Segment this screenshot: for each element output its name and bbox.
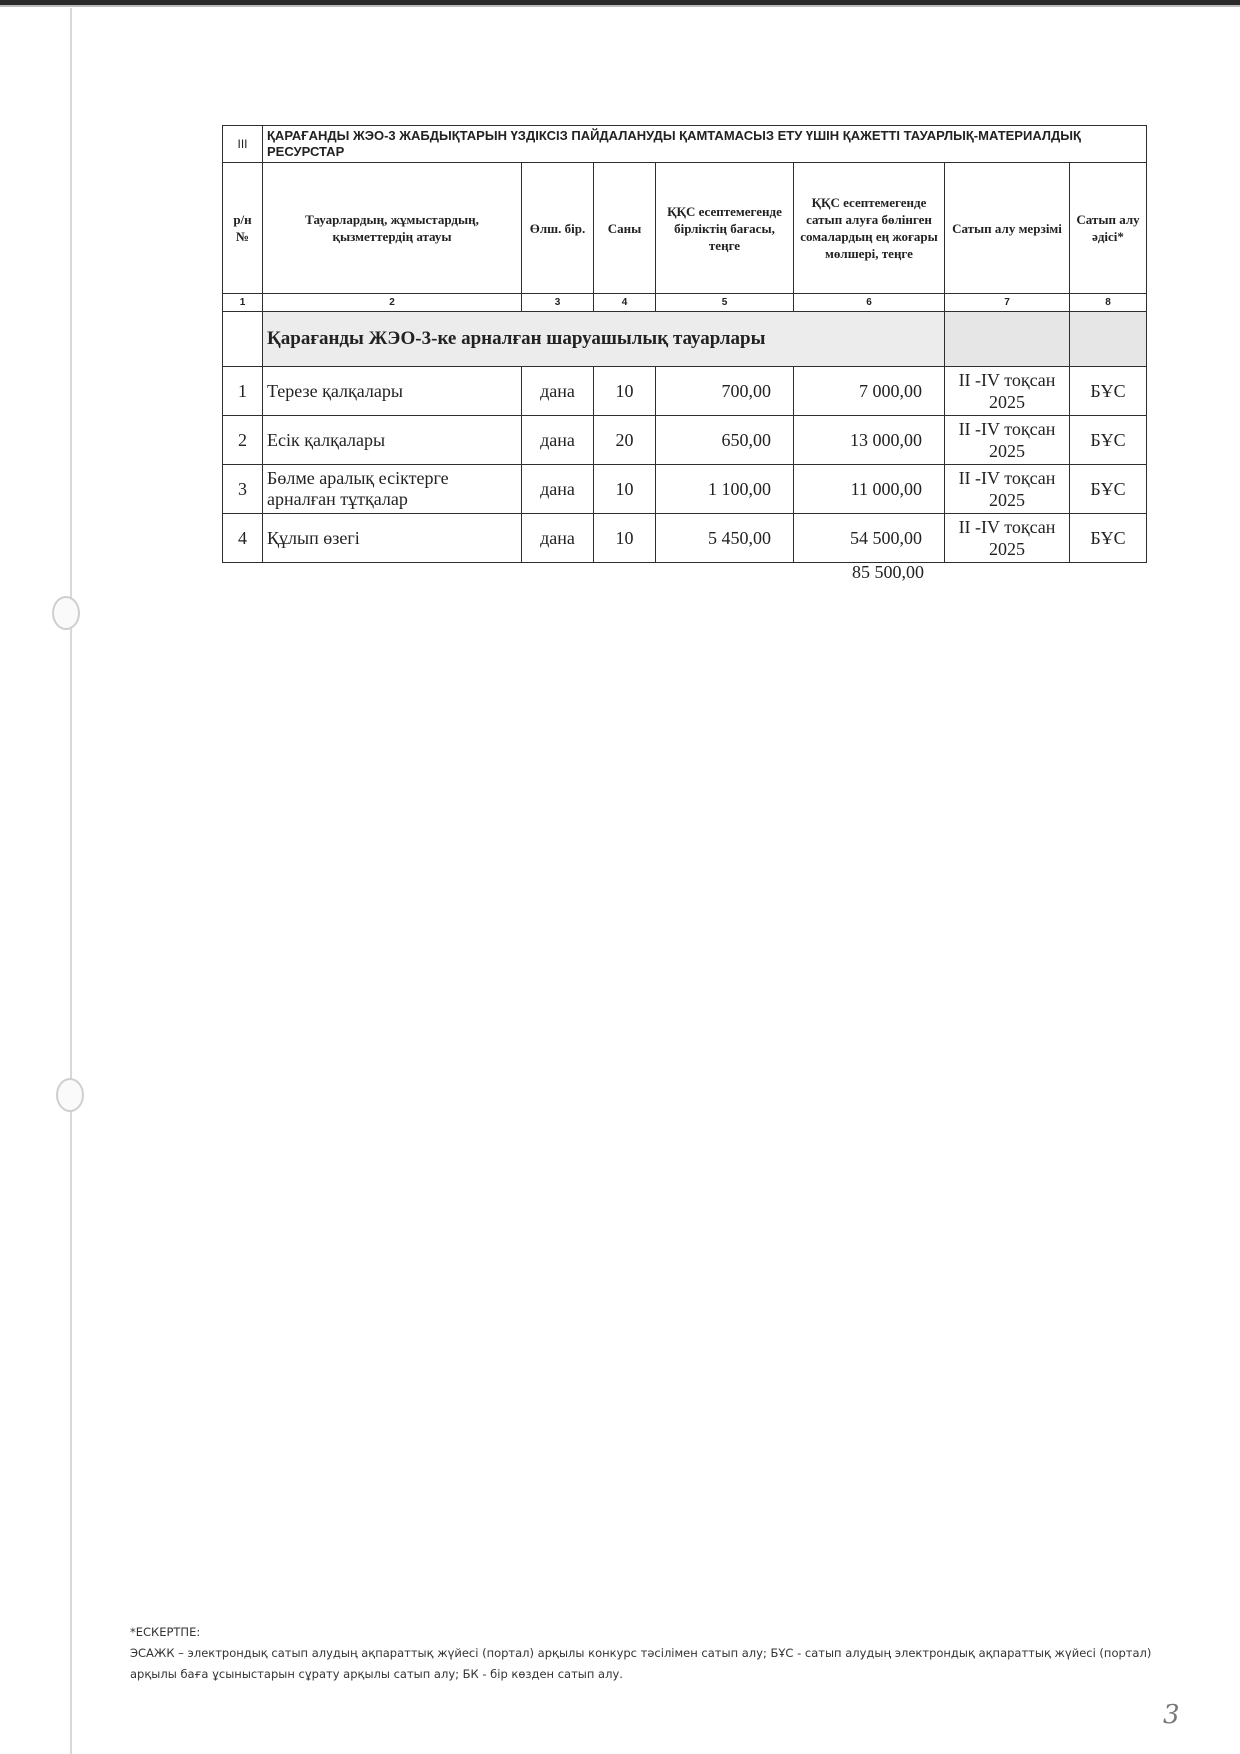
item-qty: 10 [594,514,656,563]
col-header-method: Сатып алу әдісі* [1070,163,1147,294]
term-period: II -IV тоқсан [958,517,1056,537]
column-header-row [223,163,1147,294]
item-term [945,416,1070,465]
term-year: 2025 [989,539,1025,559]
col-header-price: ҚҚС есептемегенде бірліктің бағасы, теңге [656,163,794,294]
col-number: 1 [223,294,263,312]
category-title: Қарағанды ЖЭО-3-ке арналған шаруашылық тауарлары [263,312,945,367]
item-unit: дана [522,514,594,563]
scan-edge-shadow [0,5,1240,7]
footnote-label: *ЕСКЕРТПЕ: [130,1625,201,1639]
item-qty: 10 [594,367,656,416]
item-total: 11 000,00 [794,465,945,514]
table-row [223,416,1147,465]
col-number: 7 [945,294,1070,312]
procurement-table [222,125,1147,563]
col-number: 6 [794,294,945,312]
item-term [945,514,1070,563]
table-row [223,367,1147,416]
item-qty: 10 [594,465,656,514]
item-unit: дана [522,465,594,514]
category-row [223,312,1147,367]
row-number: 1 [223,367,263,416]
item-total: 7 000,00 [794,367,945,416]
item-term [945,367,1070,416]
row-number: 3 [223,465,263,514]
footnote-text: ЭСАЖК – электрондық сатып алудың ақпараттық жүйесі (портал) арқылы конкурс тәсілімен сатып алу; БҰС - сатып алудың электрондық ақпараттық жүйесі (портал) арқылы баға ұсыныстарын сұрату арқылы сатып алу; БК - бір көзден сатып алу. [130,1646,1152,1681]
section-title: ҚАРАҒАНДЫ ЖЭО-3 ЖАБДЫҚТАРЫН ҮЗДІКСІЗ ПАЙДАЛАНУДЫ ҚАМТАМАСЫЗ ЕТУ ҮШІН ҚАЖЕТТІ ТАУАРЛЫҚ-МАТЕРИАЛДЫҚ РЕСУРСТАР [263,126,1147,163]
col-number: 3 [522,294,594,312]
col-header-name: Тауарлардың, жұмыстардың, қызметтердің атауы [263,163,522,294]
column-number-row [223,294,1147,312]
page-number: 3 [1163,1700,1180,1730]
table-row [223,514,1147,563]
footnote [130,1622,1190,1685]
grand-total: 85 500,00 [852,562,924,582]
section-number: III [223,126,263,163]
row-number: 4 [223,514,263,563]
col-header-number: р/н № [223,163,263,294]
col-header-unit: Өлш. бір. [522,163,594,294]
item-name: Есік қалқалары [263,416,522,465]
item-price: 650,00 [656,416,794,465]
col-number: 8 [1070,294,1147,312]
term-year: 2025 [989,392,1025,412]
item-term [945,465,1070,514]
item-method: БҰС [1070,514,1147,563]
punch-hole-icon [56,1078,84,1112]
item-unit: дана [522,367,594,416]
table-row [223,465,1147,514]
col-header-term: Сатып алу мерзімі [945,163,1070,294]
item-name: Құлып өзегі [263,514,522,563]
col-header-total: ҚҚС есептемегенде сатып алуға бөлінген сомалардың ең жоғары мөлшері, теңге [794,163,945,294]
term-period: II -IV тоқсан [958,419,1056,439]
item-qty: 20 [594,416,656,465]
item-total: 13 000,00 [794,416,945,465]
section-header-row [223,126,1147,163]
term-period: II -IV тоқсан [958,468,1056,488]
item-price: 700,00 [656,367,794,416]
term-year: 2025 [989,441,1025,461]
item-total: 54 500,00 [794,514,945,563]
item-unit: дана [522,416,594,465]
item-method: БҰС [1070,416,1147,465]
col-number: 5 [656,294,794,312]
item-name: Бөлме аралық есіктерге арналған тұтқалар [263,465,522,514]
term-year: 2025 [989,490,1025,510]
category-spacer [223,312,263,367]
item-price: 1 100,00 [656,465,794,514]
col-header-qty: Саны [594,163,656,294]
row-number: 2 [223,416,263,465]
category-spacer [1070,312,1147,367]
punch-hole-icon [52,596,80,630]
item-name: Терезе қалқалары [263,367,522,416]
item-method: БҰС [1070,465,1147,514]
col-number: 2 [263,294,522,312]
item-price: 5 450,00 [656,514,794,563]
col-number: 4 [594,294,656,312]
category-spacer [945,312,1070,367]
binding-margin-line [70,8,72,1754]
item-method: БҰС [1070,367,1147,416]
term-period: II -IV тоқсан [958,370,1056,390]
